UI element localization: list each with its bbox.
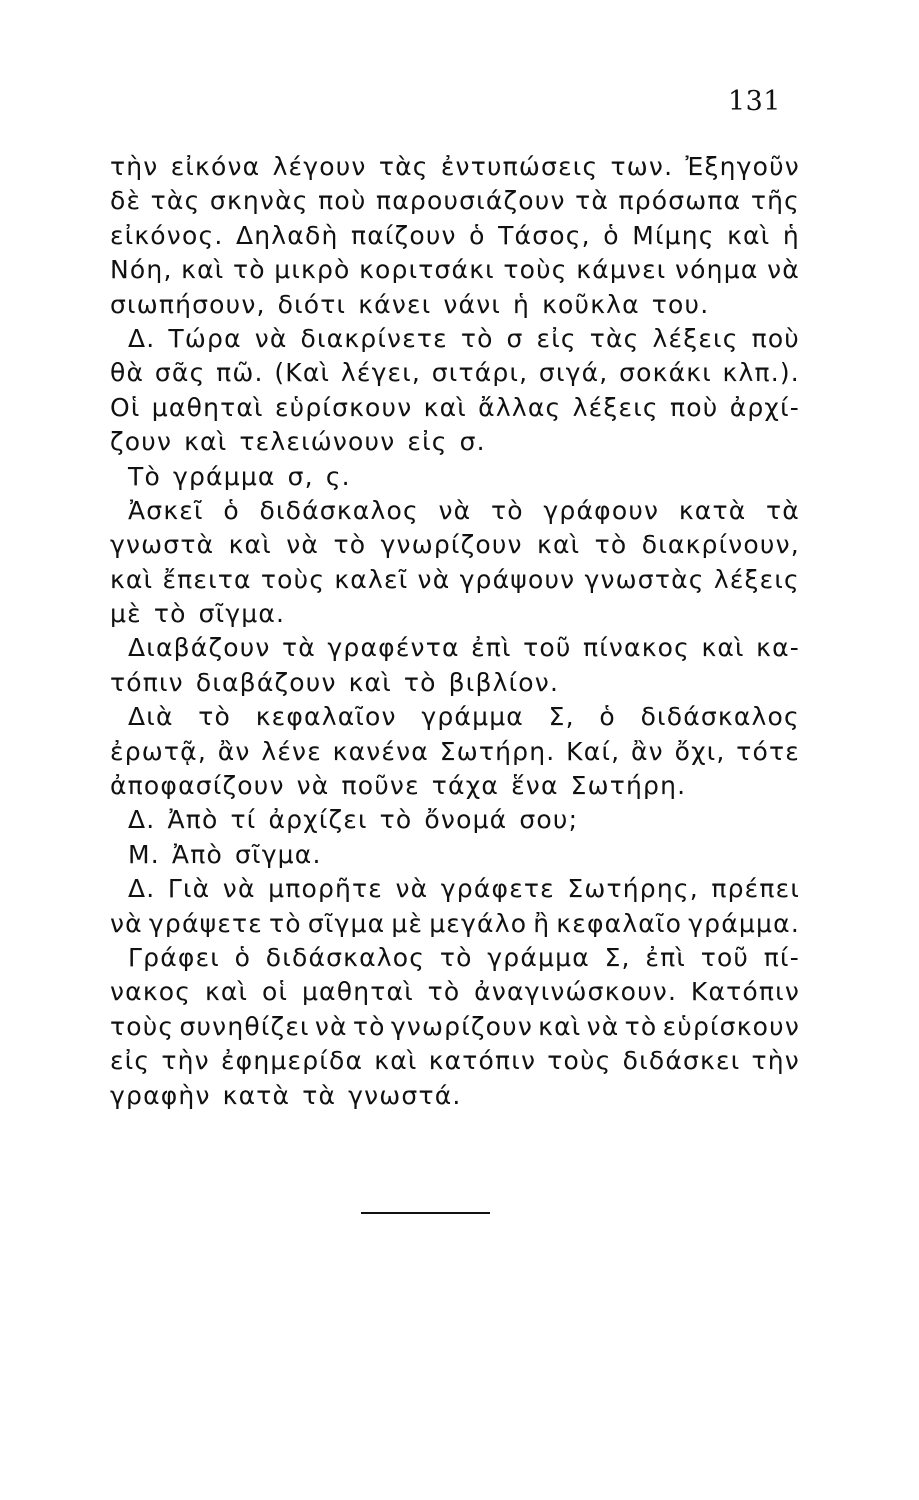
- text-line: Δ. Γιὰ νὰ μπορῆτε νὰ γράφετε Σωτήρης, πρέπει: [128, 874, 800, 904]
- text-line: νὰ γράψετε τὸ σῖγμα μὲ μεγάλο ἢ κεφαλαῖο γράμμα.: [110, 908, 800, 938]
- text-line: Ἀσκεῖ ὁ διδάσκαλος νὰ τὸ γράφουν κατὰ τὰ: [128, 495, 800, 525]
- text-line: Δ. Ἀπὸ τί ἀρχίζει τὸ ὄνομά σου;: [128, 805, 579, 835]
- text-line: μὲ τὸ σῖγμα.: [110, 599, 286, 629]
- text-line: γνωστὰ καὶ νὰ τὸ γνωρίζουν καὶ τὸ διακρίνουν,: [110, 530, 800, 560]
- text-line: τὴν εἰκόνα λέγουν τὰς ἐντυπώσεις των. Ἐξηγοῦν: [110, 152, 800, 181]
- text-line: Διὰ τὸ κεφαλαῖον γράμμα Σ, ὁ διδάσκαλος: [128, 702, 800, 732]
- text-line: ἐρωτᾷ, ἂν λένε κανένα Σωτήρη. Καί, ἂν ὄχι, τότε: [110, 736, 800, 766]
- text-line: εἰς τὴν ἐφημερίδα καὶ κατόπιν τοὺς διδάσκει τὴν: [110, 1046, 800, 1076]
- text-line: Διαβάζουν τὰ γραφέντα ἐπὶ τοῦ πίνακος καὶ κα-: [128, 633, 800, 663]
- body-text: [110, 150, 800, 1113]
- text-line: Οἱ μαθηταὶ εὑρίσκουν καὶ ἄλλας λέξεις ποὺ ἀρχί-: [110, 392, 800, 422]
- text-line: Δ. Τώρα νὰ διακρίνετε τὸ σ εἰς τὰς λέξεις ποὺ: [128, 323, 800, 353]
- text-line: ζουν καὶ τελειώνουν εἰς σ.: [110, 427, 486, 457]
- text-line: θὰ σᾶς πῶ. (Καὶ λέγει, σιτάρι, σιγά, σοκάκι κλπ.).: [110, 358, 800, 388]
- text-line: τόπιν διαβάζουν καὶ τὸ βιβλίον.: [110, 667, 560, 697]
- text-line: γραφὴν κατὰ τὰ γνωστά.: [110, 1080, 462, 1110]
- text-line: Γράφει ὁ διδάσκαλος τὸ γράμμα Σ, ἐπὶ τοῦ πί-: [128, 942, 800, 972]
- text-line: σιωπήσουν, διότι κάνει νάνι ἡ κοῦκλα του.: [110, 289, 710, 319]
- text-line: καὶ ἔπειτα τοὺς καλεῖ νὰ γράψουν γνωστὰς λέξεις: [110, 564, 800, 594]
- text-line: Μ. Ἀπὸ σῖγμα.: [128, 839, 322, 869]
- text-line: νακος καὶ οἱ μαθηταὶ τὸ ἀναγινώσκουν. Κατόπιν: [110, 977, 800, 1007]
- text-line: ἀποφασίζουν νὰ ποῦνε τάχα ἕνα Σωτήρη.: [110, 771, 687, 801]
- page-number: 131: [727, 86, 781, 117]
- text-line: Τὸ γράμμα σ, ς.: [128, 461, 351, 491]
- text-line: Νόη, καὶ τὸ μικρὸ κοριτσάκι τοὺς κάμνει νόημα νὰ: [110, 255, 800, 285]
- text-line: τοὺς συνηθίζει νὰ τὸ γνωρίζουν καὶ νὰ τὸ εὑρίσκουν: [110, 1011, 800, 1041]
- text-line: δὲ τὰς σκηνὰς ποὺ παρουσιάζουν τὰ πρόσωπα τῆς: [110, 186, 800, 216]
- section-end-rule: [361, 1212, 490, 1214]
- text-line: εἰκόνος. Δηλαδὴ παίζουν ὁ Τάσος, ὁ Μίμης καὶ ἡ: [110, 220, 800, 250]
